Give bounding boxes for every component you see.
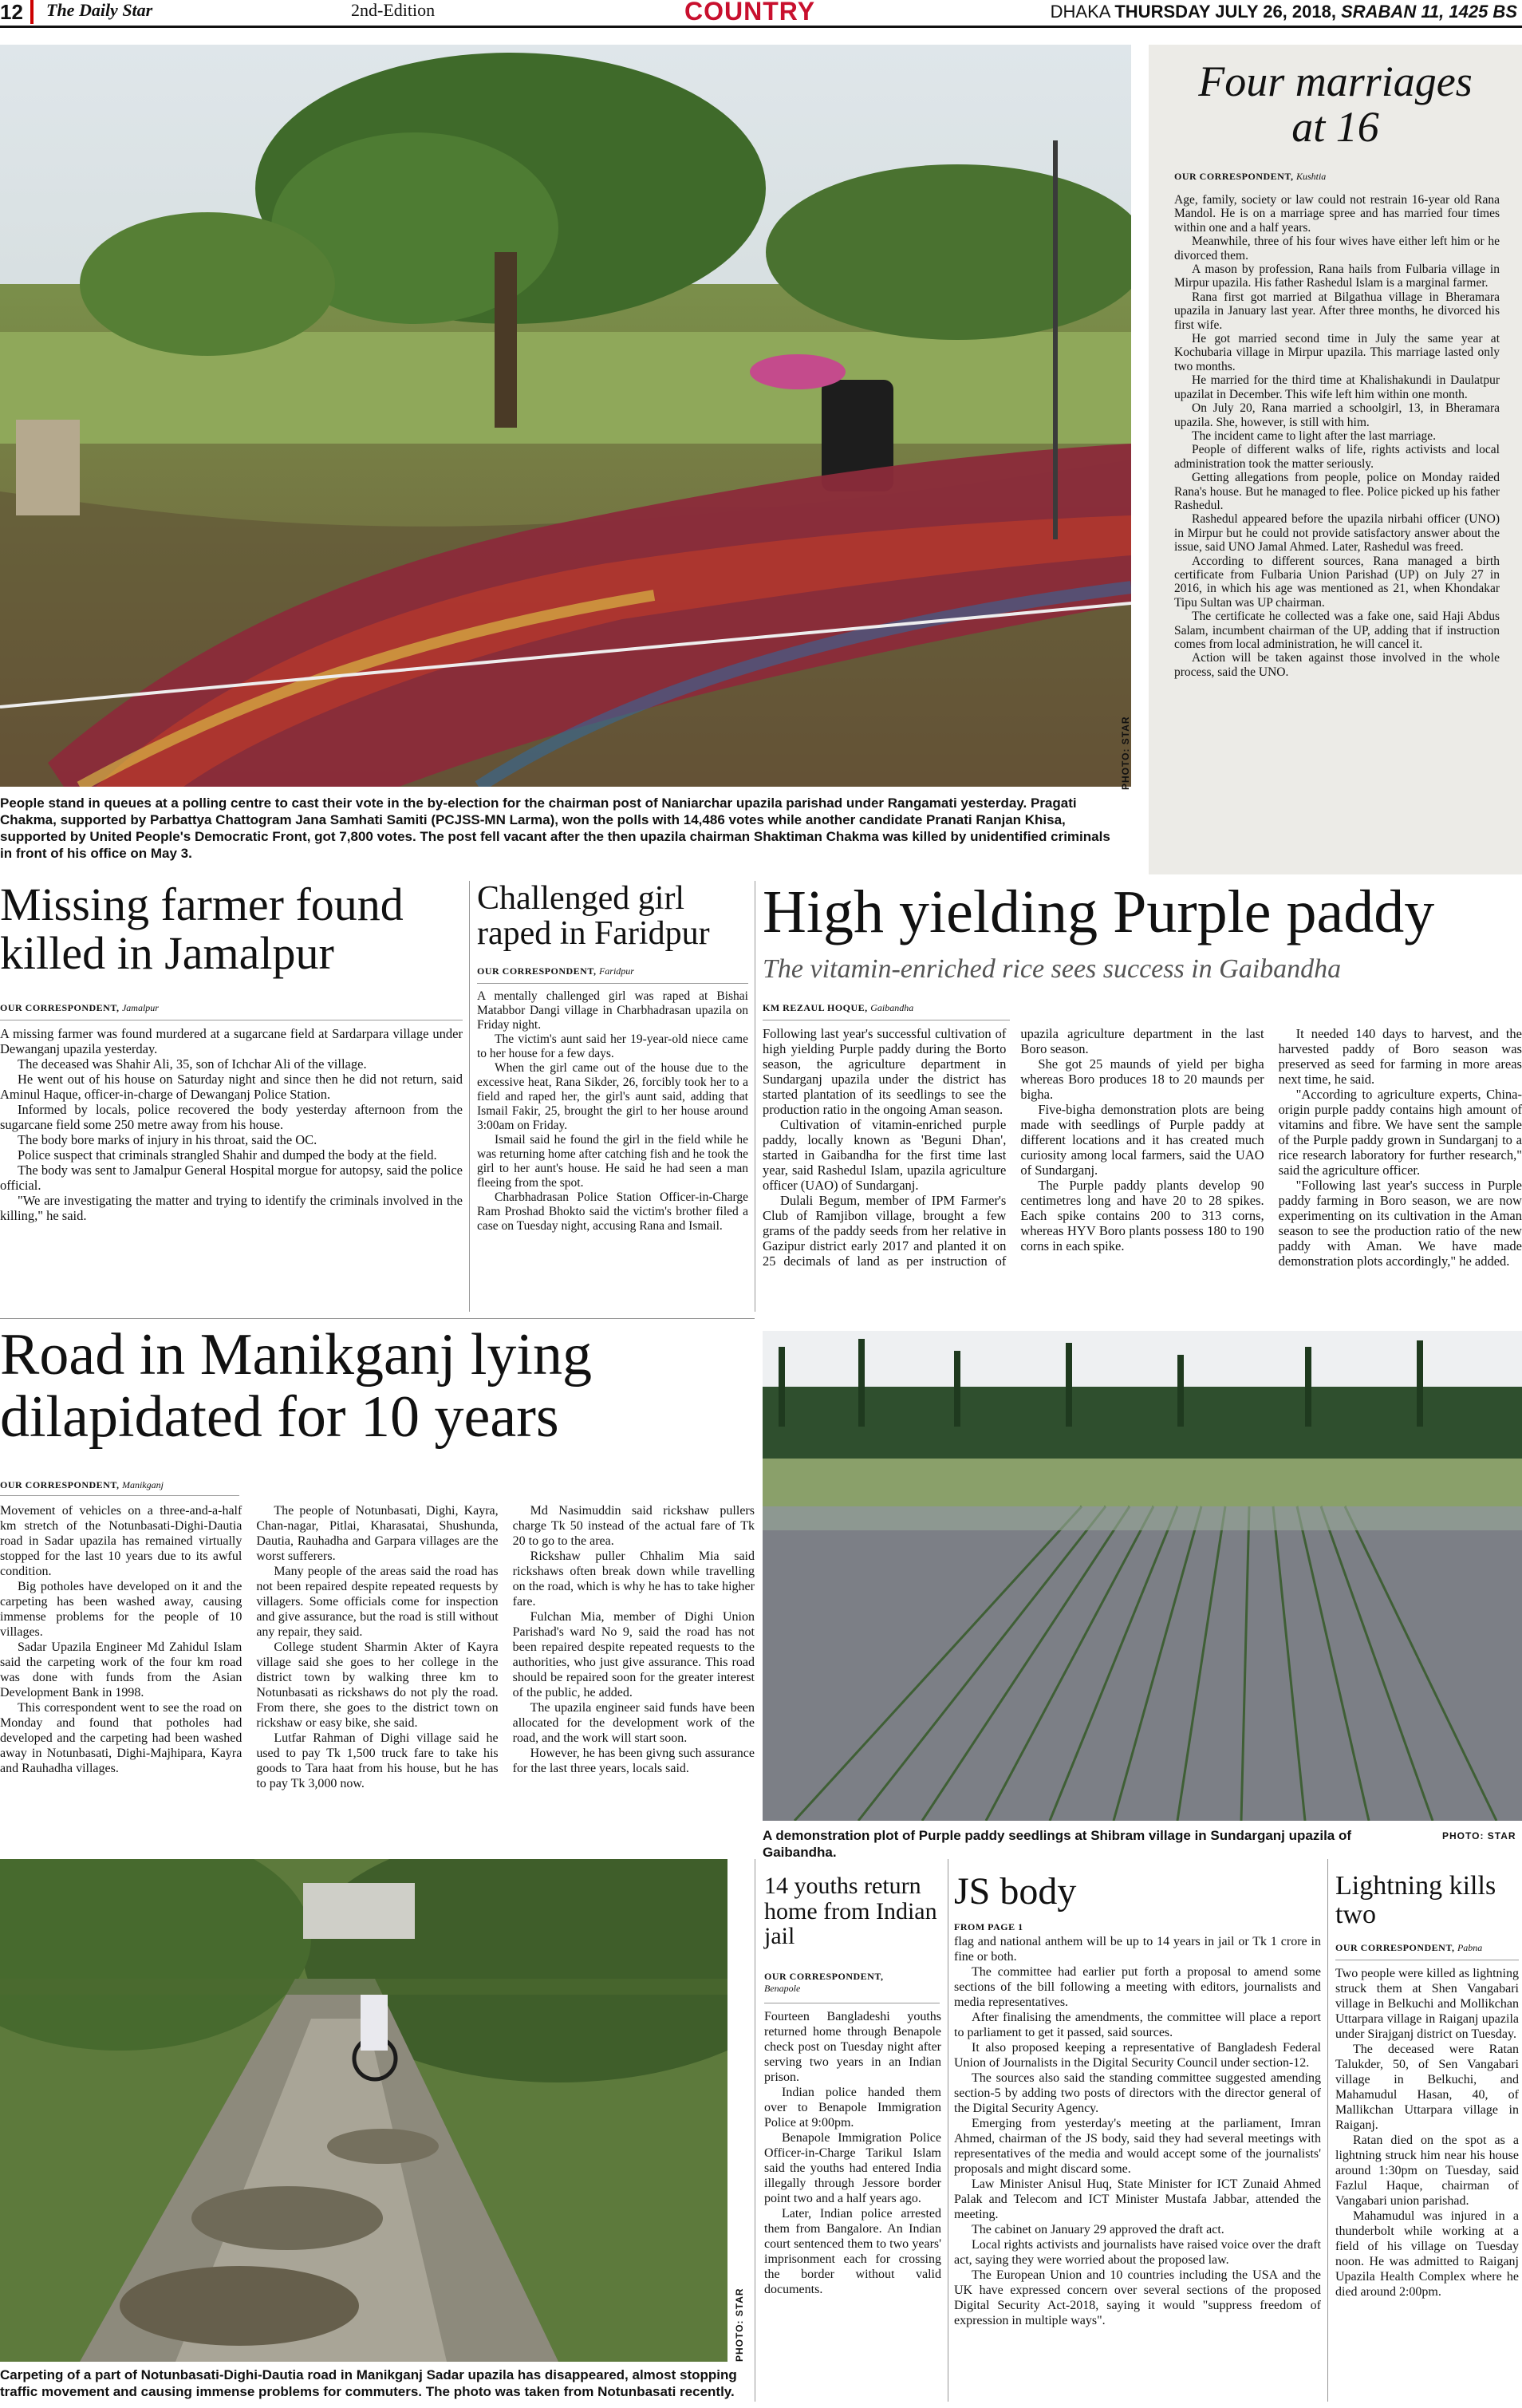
photo1-caption: People stand in queues at a polling centre to cast their vote in the by-election for the chairman post of Naniarchar upazila parishad under Rangamati yesterday. Pragati Chakma, supported by Parbattya Chattogram Jana Samhati Samiti (PCJSS-MN Larma), won the polls with 14,486 votes while another candidate Pranati Ranjan Khisa, supported by United People's Democratic Front, got 7,800 votes. The post fell vacant after the then upazila chairman Shaktiman Chakma was killed by unidentified criminals in front of his office on May 3.	[0, 795, 1110, 861]
purple-paddy-body	[763, 1026, 1522, 1321]
js-body-paragraph: After finalising the amendments, the committee will place a report to parliament to get it passed, said sources.	[954, 2011, 1321, 2039]
dateline: DHAKA THURSDAY JULY 26, 2018, SRABAN 11, 1425 BS	[1050, 2, 1517, 22]
lightning-headline: Lightning kills two	[1335, 1871, 1496, 1929]
four-marriages-paragraph: Action will be taken against those involved in the whole process, said the UNO.	[1174, 651, 1500, 679]
youths-paragraph: Fourteen Bangladeshi youths returned home through Benapole check post on Tuesday night after serving two years in an Indian prison.	[764, 2010, 941, 2084]
column-rule	[469, 881, 470, 1312]
road-paragraph: Fulchan Mia, member of Dighi Union Parishad's ward No 9, said the road has not been repaired despite repeated requests to the authorities, who just give assurance. This road should be repaired soon for the greater interest of the public, he added.	[512, 1610, 755, 1699]
js-body-paragraph: Emerging from yesterday's meeting at the parliament, Imran Ahmed, chairman of the JS body, said they had several meetings with representatives of the media and would accept some of the journalists' proposals and might discard some.	[954, 2117, 1321, 2176]
section-rule	[0, 1318, 755, 1319]
polling-queue-photo	[0, 45, 1131, 787]
masthead: The Daily Star	[46, 0, 153, 20]
missing-farmer-paragraph: The body was sent to Jamalpur General Hospital morgue for autopsy, said the police official.	[0, 1163, 463, 1193]
missing-farmer-paragraph: He went out of his house on Saturday night and since then he did not return, said Aminul Haque, officer-in-charge of Dewanganj Police Station.	[0, 1072, 463, 1102]
road-paragraph: The people of Notunbasati, Dighi, Kayra, Chan-nagar, Pitlai, Kharasatai, Shushunda, Dautia, Rauhadha and Garpara villages are the worst sufferers.	[256, 1504, 499, 1563]
missing-farmer-paragraph: Informed by locals, police recovered the body yesterday afternoon from the sugarcane field some 250 metre away from his house.	[0, 1102, 463, 1132]
road-paragraph: The upazila engineer said funds have been allocated for the development work of the road, and the work will start soon.	[512, 1701, 755, 1745]
road-paragraph: Movement of vehicles on a three-and-a-half km stretch of the Notunbasati-Dighi-Dautia road in Sadar upazila has remained virtually stopped for the last 10 years due to its awful condition.	[0, 1504, 242, 1578]
photo2-credit: PHOTO: STAR	[1442, 1830, 1516, 1842]
challenged-girl-paragraph: Charbhadrasan Police Station Officer-in-Charge Ram Proshad Bhokto said the victim's brother filed a case on Tuesday night, accusing Rana and Ismail.	[477, 1190, 748, 1233]
js-body-paragraph: It also proposed keeping a representative of Bangladesh Federal Union of Journalists in the Digital Security Council under section-12.	[954, 2041, 1321, 2070]
road-paragraph: College student Sharmin Akter of Kayra village said she goes to her college in the district town by walking three km to Notunbasati as rickshaws do not ply the road. From there, she goes to the district town on rickshaw or easy bike, she said.	[256, 1640, 499, 1730]
lightning-body	[1335, 1966, 1519, 2299]
challenged-girl-byline: OUR CORRESPONDENT, Faridpur	[477, 965, 634, 977]
polling-queue-image	[0, 45, 1131, 787]
js-body-paragraph: Law Minister Anisul Huq, State Minister for ICT Zunaid Ahmed Palak and Telecom and ICT Minister Mustafa Jabbar, attended the meeting.	[954, 2177, 1321, 2221]
four-marriages-paragraph: According to different sources, Rana managed a birth certificate from Fulbaria Union Parishad (UP) on July 27 in 2016, in which his age was mentioned as 21, when Khondakar Tipu Sultan was UP chairman.	[1174, 554, 1500, 610]
four-marriages-byline: OUR CORRESPONDENT, Kushtia	[1174, 171, 1327, 182]
youths-byline: OUR CORRESPONDENT, Benapole	[764, 1971, 884, 1994]
js-body-paragraph: The sources also said the standing committee suggested amending section-5 by adding two posts of directors with the director general of the Digital Security Agency.	[954, 2071, 1321, 2115]
road-rule	[0, 1495, 239, 1496]
four-marriages-paragraph: He married for the third time at Khalishakundi in Daulatpur upazilat in December. This wife left him within one month.	[1174, 373, 1500, 401]
missing-farmer-paragraph: A missing farmer was found murdered at a sugarcane field at Sardarpara village under Dewanganj upazila yesterday.	[0, 1026, 463, 1056]
purple-paddy-paragraph: Dulali Begum, member of IPM Farmer's Club of Ramjibon village, brought a few grams of the paddy seeds from her relative in Gazipur district early 2017 and planted it on 25 decimals of land as per instruction of upazila agriculture department in the last Boro season.	[763, 1026, 1264, 1269]
column-rule	[1327, 1859, 1328, 2402]
four-marriages-paragraph: Getting allegations from people, police on Monday raided Rana's house. But he managed to flee. Police picked up his father Rashedul.	[1174, 471, 1500, 512]
road-byline: OUR CORRESPONDENT, Manikganj	[0, 1479, 164, 1490]
purple-paddy-paragraph: She got 25 maunds of yield per bigha whereas Boro produces 18 to 20 maunds per bigha.	[1020, 1056, 1264, 1102]
road-paragraph: Md Nasimuddin said rickshaw pullers charge Tk 50 instead of the actual fare of Tk 20 to go to the area.	[512, 1504, 755, 1548]
four-marriages-body	[1174, 193, 1500, 679]
road-paragraph: Big potholes have developed on it and the carpeting has been washed away, causing immense problems for the people of 10 villages.	[0, 1580, 242, 1639]
page-header	[0, 0, 1522, 28]
photo3-credit: PHOTO: STAR	[734, 2288, 745, 2362]
js-body-text	[954, 1934, 1321, 2328]
purple-paddy-paragraph: The Purple paddy plants develop 90 centimetres long and have 20 to 28 spikes. Each spike contains 200 to 313 corns, whereas HYV Boro plants possess 180 to 190 corns in each spike.	[1020, 1178, 1264, 1253]
challenged-girl-rule	[477, 983, 748, 984]
purple-paddy-paragraph: Five-bigha demonstration plots are being made with seedlings of Purple paddy at different locations and it has created much curiosity among local farmers, said the UAO of Sundarganj.	[1020, 1102, 1264, 1178]
road-headline: Road in Manikganj lying dilapidated for 10 years	[0, 1322, 592, 1450]
paddy-photo	[763, 1331, 1522, 1821]
lightning-paragraph: Ratan died on the spot as a lightning struck him near his house around 1:30pm on Tuesday, said Fazlul Haque, chairman of Vangabari union parishad.	[1335, 2134, 1519, 2208]
road-body	[0, 1503, 755, 1854]
four-marriages-paragraph: Age, family, society or law could not restrain 16-year old Rana Mandol. He is on a marriage spree and has married four times within one and a half years.	[1174, 193, 1500, 235]
js-body-paragraph: Local rights activists and journalists have raised voice over the draft act, saying they were worried about the proposed law.	[954, 2238, 1321, 2267]
purple-paddy-headline: High yielding Purple paddy	[763, 878, 1435, 945]
photo3-caption: Carpeting of a part of Notunbasati-Dighi-Dautia road in Manikganj Sadar upazila has disappeared, almost stopping traffic movement and causing immense problems for commuters. The photo was taken from Notunbasati recently.	[0, 2367, 737, 2399]
purple-paddy-paragraph: Following last year's successful cultivation of high yielding Purple paddy during the Borto season, the agriculture department in Sundarganj upazila under the district has started plantation of its seedlings to see the production ratio in the ongoing Aman season.	[763, 1026, 1007, 1117]
youths-paragraph: Later, Indian police arrested them from Bangalore. An Indian court sentenced them to two years' imprisonment each for crossing the border without valid documents.	[764, 2207, 941, 2296]
missing-farmer-byline: OUR CORRESPONDENT, Jamalpur	[0, 1002, 159, 1013]
lightning-paragraph: Mahamudul was injured in a thunderbolt while working at a field of his village on Tuesday noon. He was admitted to Raiganj Upazila Health Complex where he died around 2:00pm.	[1335, 2209, 1519, 2299]
four-marriages-paragraph: He got married second time in July the same year at Kochubaria village in Mirpur upazila. This marriage lasted only two months.	[1174, 332, 1500, 373]
four-marriages-paragraph: A mason by profession, Rana hails from Fulbaria village in Mirpur upazila. His father Rashedul Islam is a marginal farmer.	[1174, 263, 1500, 290]
road-paragraph: Rickshaw puller Chhalim Mia said rickshaws often break down while travelling on the road, which is why he has to take higher fare.	[512, 1549, 755, 1609]
four-marriages-box	[1149, 45, 1522, 874]
edition-label: 2nd-Edition	[351, 0, 436, 20]
road-paragraph: However, he has been givng such assurance for the last three years, locals said.	[512, 1747, 755, 1775]
purple-paddy-subhead: The vitamin-enriched rice sees success in Gaibandha	[763, 954, 1342, 984]
missing-farmer-headline: Missing farmer found killed in Jamalpur	[0, 878, 404, 979]
road-paragraph: Many people of the areas said the road has not been repaired despite repeated requests by villagers. Some officials come for inspection and give assurance, but the road is still without any repair, they said.	[256, 1565, 499, 1639]
youths-paragraph: Benapole Immigration Police Officer-in-Charge Tarikul Islam said the youths had entered India illegally through Jessore border point two and a half years ago.	[764, 2131, 941, 2205]
js-body-paragraph: flag and national anthem will be up to 14 years in jail or Tk 1 crore in fine or both.	[954, 1935, 1321, 1964]
road-photo	[0, 1859, 727, 2362]
road-paragraph: Lutfar Rahman of Dighi village said he used to pay Tk 1,500 truck fare to take his goods to Tara haat from his house, but he has to pay Tk 3,000 now.	[256, 1731, 499, 1790]
challenged-girl-paragraph: When the girl came out of the house due to the excessive heat, Rana Sikder, 26, forcibly took her to a field and raped her, the girl's aunt said, adding that Ismail Fakir, 25, brought the girl to her house around 3:00am on Friday.	[477, 1061, 748, 1132]
four-marriages-paragraph: People of different walks of life, rights activists and local administration took the matter seriously.	[1174, 443, 1500, 471]
purple-paddy-paragraph: "Following last year's success in Purple paddy farming in Boro season, we are now experimenting on its cultivation in the Aman season to see the production ratio of the new paddy with Aman. We have made demonstration plots accordingly," he added.	[1278, 1178, 1522, 1269]
challenged-girl-paragraph: A mentally challenged girl was raped at Bishai Matabbor Dangi village in Charbhadrasan upazila on Friday night.	[477, 989, 748, 1032]
dilapidated-road-image	[0, 1859, 727, 2362]
missing-farmer-paragraph: "We are investigating the matter and trying to identify the criminals involved in the killing," he said.	[0, 1193, 463, 1223]
js-body-paragraph: The European Union and 10 countries including the USA and the UK have expressed concern over several sections of the proposed Digital Security Act-2018, saying it would "suppress freedom of expression in multiple ways".	[954, 2268, 1321, 2327]
youths-body	[764, 2009, 941, 2297]
section-title: COUNTRY	[684, 0, 816, 26]
purple-paddy-paragraph: It needed 140 days to harvest, and the harvested paddy of Boro season was preserved as seed for farming in more areas next time, he said.	[1278, 1026, 1522, 1087]
missing-farmer-paragraph: The deceased was Shahir Ali, 35, son of Ichchar Ali of the village.	[18, 1056, 367, 1072]
missing-farmer-paragraph: The body bore marks of injury in his throat, said the OC.	[18, 1132, 317, 1147]
youths-headline: 14 youths return home from Indian jail	[764, 1873, 937, 1949]
purple-paddy-paragraph: Cultivation of vitamin-enriched purple paddy, locally known as 'Beguni Dhan', started in Gaibandha for the first time last year, said Rashedul Islam, upazila agriculture officer (UAO) of Sundarganj.	[763, 1117, 1007, 1193]
missing-farmer-body	[0, 1026, 463, 1223]
js-body-headline: JS body	[954, 1870, 1077, 1913]
photo2-caption: A demonstration plot of Purple paddy seedlings at Shibram village in Sundarganj upazila of Gaibandha.	[763, 1828, 1352, 1860]
js-body-paragraph: The cabinet on January 29 approved the draft act.	[972, 2223, 1224, 2236]
purple-paddy-byline: KM REZAUL HOQUE, Gaibandha	[763, 1002, 914, 1013]
header-divider	[30, 0, 34, 24]
page-number: 12	[0, 0, 23, 24]
js-body-paragraph: The committee had earlier put forth a proposal to amend some sections of the bill following a meeting with editors, journalists and media representatives.	[954, 1965, 1321, 2009]
paddy-field-image	[763, 1331, 1522, 1821]
four-marriages-paragraph: Rana first got married at Bilgathua village in Bheramara upazila in January last year. After three months, he divorced his first wife.	[1174, 290, 1500, 332]
challenged-girl-headline: Challenged girl raped in Faridpur	[477, 880, 710, 953]
four-marriages-paragraph: Rashedul appeared before the upazila nirbahi officer (UNO) in Mirpur but he could not provide satisfactory answer about the issue, said UNO Jamal Ahmed. Later, Rashedul was freed.	[1174, 512, 1500, 555]
lightning-byline: OUR CORRESPONDENT, Pabna	[1335, 1942, 1483, 1953]
four-marriages-headline: Four marriages at 16	[1198, 57, 1473, 151]
four-marriages-paragraph: On July 20, Rana married a schoolgirl, 13, in Bheramara upazila. She, however, is still with him.	[1174, 401, 1500, 429]
four-marriages-paragraph: The certificate he collected was a fake one, said Haji Abdus Salam, incumbent chairman of the UP, adding that if instruction comes from local administration, he will cancel it.	[1174, 610, 1500, 651]
photo1-credit: PHOTO: STAR	[1120, 716, 1131, 790]
lightning-paragraph: Two people were killed as lightning struck them at Shen Vangabari village in Belkuchi and Mollikchan Uttarpara village in Raiganj upazila under Sirajganj district on Tuesday.	[1335, 1967, 1519, 2041]
youths-paragraph: Indian police handed them over to Benapole Immigration Police at 9:00pm.	[764, 2086, 941, 2130]
challenged-girl-paragraph: The victim's aunt said her 19-year-old niece came to her house for a few days.	[477, 1032, 748, 1060]
missing-farmer-paragraph: Police suspect that criminals strangled Shahir and dumped the body at the field.	[18, 1147, 437, 1163]
purple-paddy-paragraph: "According to agriculture experts, China-origin purple paddy contains high amount of vitamins and fibre. We have sent the sample of the Purple paddy grown in Sundarganj to a rice research laboratory for further research," said the agriculture officer.	[1278, 1087, 1522, 1178]
road-paragraph: This correspondent went to see the road on Monday and found that potholes had developed and the carpeting had been washed away in Notunbasati, Dighi-Majhipara, Kayra and Rauhadha villages.	[0, 1701, 242, 1775]
challenged-girl-body	[477, 989, 748, 1234]
four-marriages-paragraph: The incident came to light after the last marriage.	[1192, 428, 1436, 443]
from-page-label: FROM PAGE 1	[954, 1921, 1023, 1932]
lightning-paragraph: The deceased were Ratan Talukder, 50, of Sen Vangabari village in Belkuchi, and Mahamudul Hasan, 40, of Mallikchan Uttarpara village in Raiganj.	[1335, 2043, 1519, 2132]
four-marriages-paragraph: Meanwhile, three of his four wives have either left him or he divorced them.	[1174, 235, 1500, 263]
road-paragraph: Sadar Upazila Engineer Md Zahidul Islam said the carpeting work of the four km road was done with funds from the Asian Development Bank in 1998.	[0, 1640, 242, 1699]
challenged-girl-paragraph: Ismail said he found the girl in the field while he was returning home after catching fish and he took the girl to her aunt's house. He said he had seen a man fleeing from the spot.	[477, 1133, 748, 1190]
